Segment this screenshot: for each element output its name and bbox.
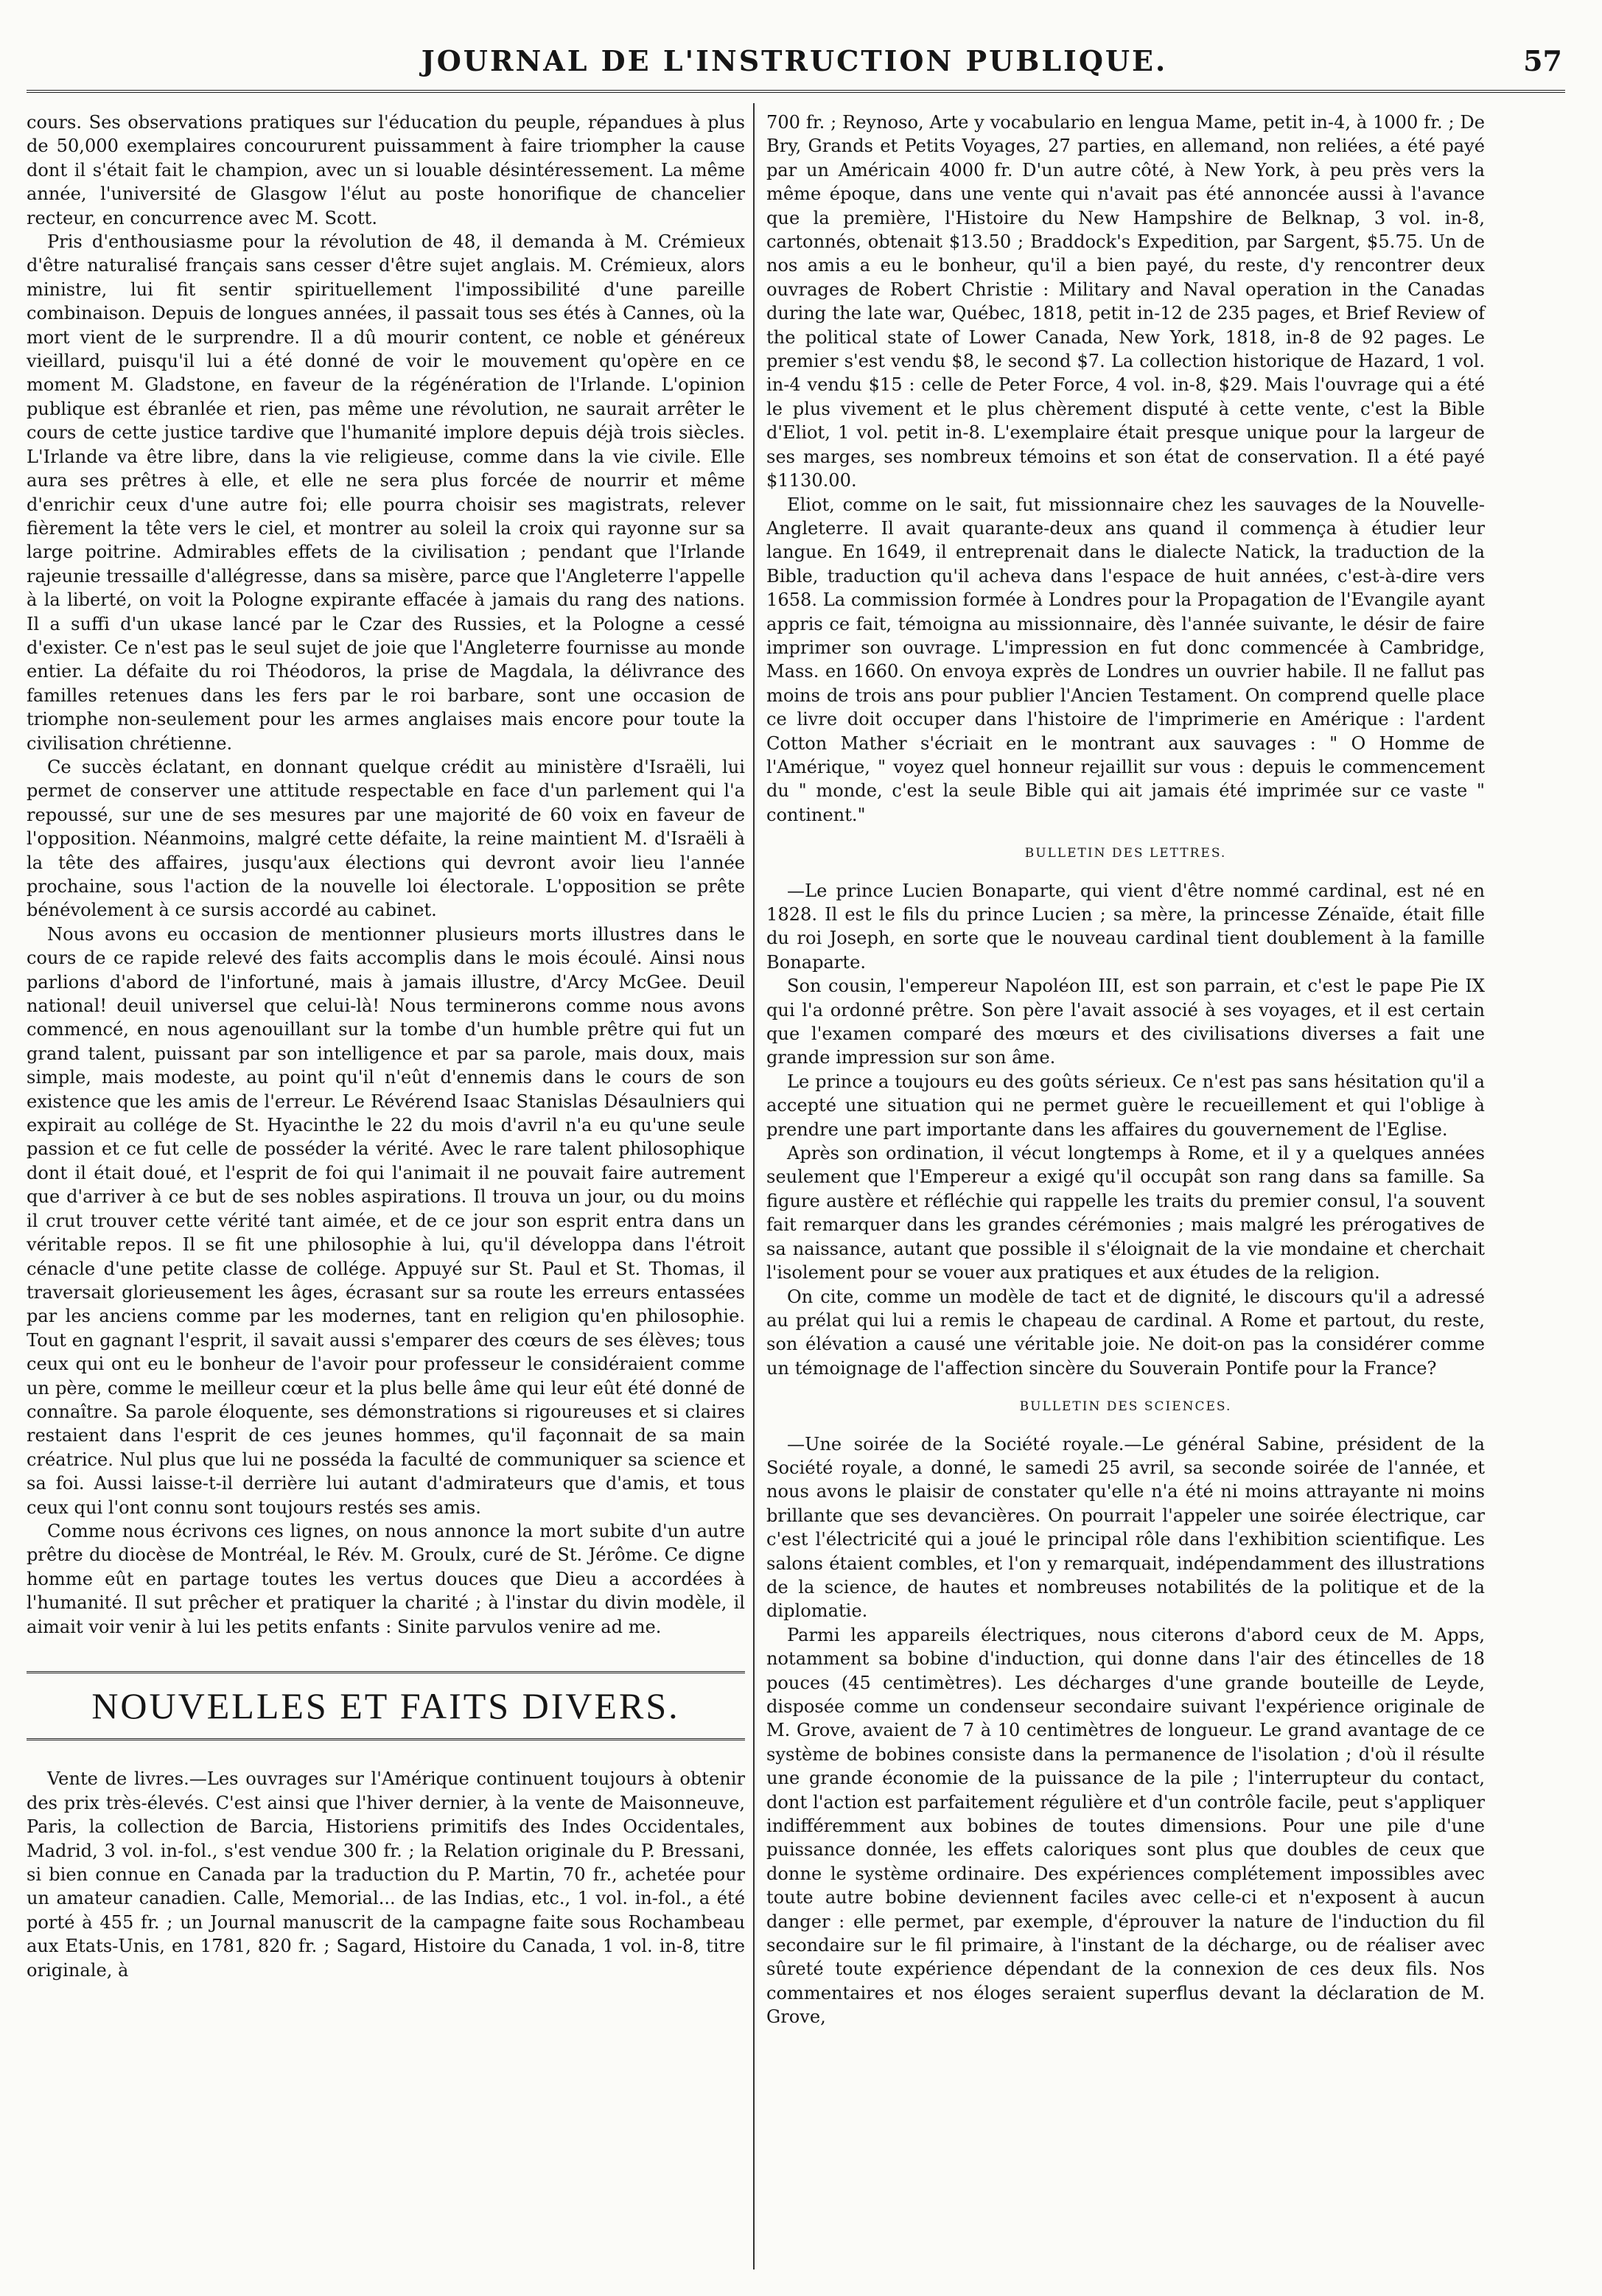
paragraph: Nous avons eu occasion de mentionner plusieurs morts illustres dans le cours de ce rapide relevé des faits accomplis dans le mois écoulé. Ainsi nous parlions d'abord de l'infortuné, mais à jamais illustre, d'Arcy McGee. Deuil national! deuil universel que celui-là! Nous terminerons comme nous avons commencé, en nous agenouillant sur la tombe d'un humble prêtre qui fut un grand talent, puissant par son intelligence et par sa parole, mais doux, mais simple, mais modeste, au point qu'il n'eût d'ennemis dans le cours de son existence que les amis de l'erreur. Le Révérend Isaac Stanislas Désaulniers qui expirait au collége de St. Hyacinthe le 22 du mois d'avril n'a eu qu'une seule passion et ce fut celle de posséder la vérité. Avec le rare talent philosophique dont il était doué, et l'esprit de foi qui l'animait il ne pouvait faire autrement que d'arriver à ce but de ses nobles aspirations. Il trouva un jour, ou du moins il crut trouver cette vérité tant aimée, et de ce jour son esprit entra dans un véritable repos. Il se fit une philosophie à lui, qu'il développa dans l'étroit cénacle d'une petite classe de collége. Appuyé sur St. Paul et St. Thomas, il traversait glorieusement les âges, écrasant sur sa route les erreurs entassées par les anciens comme par les modernes, tant en religion qu'en philosophie. Tout en gagnant l'esprit, il savait aussi s'emparer des cœurs de ses élèves; tous ceux qui ont eu le bonheur de l'avoir pour professeur le considéraient comme un père, comme le meilleur cœur et la plus belle âme qui leur eût été donné de connaître. Sa parole éloquente, ses démonstrations si rigoureuses et si claires restaient dans l'esprit de ces jeunes hommes, qu'il façonnait de sa main créatrice. Nul plus que lui ne posséda la faculté de communiquer sa science et sa foi. Aussi laisse-t-il derrière lui autant d'admirateurs que d'amis, et tous ceux qui l'ont connu sont toujours restés ses amis. xyxy=(27,923,745,1518)
paragraph: Comme nous écrivons ces lignes, on nous annonce la mort subite d'un autre prêtre du diocèse de Montréal, le Rév. M. Groulx, curé de St. Jérôme. Ce digne homme eût en partage toutes les vertus douces que Dieu a accordées à l'humanité. Il sut prêcher et pratiquer la charité ; à l'instar du divin modèle, il aimait voir venir à lui les petits enfants : Sinite parvulos venire ad me. xyxy=(27,1520,745,1637)
paragraph: Ce succès éclatant, en donnant quelque crédit au ministère d'Israëli, lui permet de conserver une attitude respectable en face d'un parlement qui l'a repoussé, sur une de ses mesures par une majorité de 60 voix en faveur de l'opposition. Néanmoins, malgré cette défaite, la reine maintient M. d'Israëli à la tête des affaires, jusqu'aux élections qui devront avoir lieu l'année prochaine, sous l'action de la nouvelle loi électorale. L'opposition se prête bénévolement à ce sursis accordé au cabinet. xyxy=(27,756,745,921)
page-number: 57 xyxy=(1523,44,1562,77)
paragraph: Le prince a toujours eu des goûts sérieux. Ce n'est pas sans hésitation qu'il a accepté une situation qui ne permet guère le recueillement et qui l'oblige à prendre une part importante dans les affaires du gouvernement de l'Eglise. xyxy=(766,1071,1485,1140)
page-header xyxy=(27,43,1562,87)
paragraph: Vente de livres.—Les ouvrages sur l'Amérique continuent toujours à obtenir des prix très-élevés. C'est ainsi que l'hiver dernier, à la vente de Maisonneuve, Paris, la collection de Barcia, Historiens primitifs des Indes Occidentales, Madrid, 3 vol. in-fol., s'est vendue 300 fr. ; la Relation originale du P. Bressani, si bien connue en Canada par la traduction du P. Martin, 70 fr., achetée pour un amateur canadien. Calle, Memorial... de las Indias, etc., 1 vol. in-fol., a été porté à 455 fr. ; un Journal manuscrit de la campagne faite sous Rochambeau aux Etats-Unis, en 1781, 820 fr. ; Sagard, Histoire du Canada, 1 vol. in-8, titre originale, à xyxy=(27,1768,745,1981)
section-rule xyxy=(27,1738,745,1740)
section-rule xyxy=(27,1671,745,1676)
paragraph: Son cousin, l'empereur Napoléon III, est son parrain, et c'est le pape Pie IX qui l'a ordonné prêtre. Son père l'avait associé à ses voyages, et il est certain que l'examen comparé des mœurs et des civilisations diverses a fait une grande impression sur son âme. xyxy=(766,976,1485,1068)
paragraph: —Une soirée de la Société royale.—Le général Sabine, président de la Société royale, a donné, le samedi 25 avril, sa seconde soirée de l'année, et nous avons le plaisir de constater qu'elle n'a été ni moins attrayante ni moins brillante que ses devancières. On pourrait l'appeler une soirée électrique, car c'est l'électricité qui a joué le principal rôle dans l'exhibition scientifique. Les salons étaient combles, et l'on y remarquait, indépendamment des illustrations de la science, de hautes et nombreuses notabilités de la politique et de la diplomatie. xyxy=(766,1433,1485,1622)
header-rule xyxy=(27,90,1565,93)
paragraph: Pris d'enthousiasme pour la révolution de 48, il demanda à M. Crémieux d'être naturalisé français sans cesser d'être sujet anglais. M. Crémieux, alors ministre, lui fit sentir spirituellement l'impossibilité d'une pareille combinaison. Depuis de longues années, il passait tous ses étés à Cannes, où la mort vient de le surprendre. Il a dû mourir content, ce noble et généreux vieillard, puisqu'il lui a été donné de voir le mouvement qu'opère en ce moment M. Gladstone, en faveur de la régénération de l'Irlande. L'opinion publique est ébranlée et rien, pas même une révolution, ne saurait arrêter le cours de cette justice tardive que l'humanité implore depuis déjà trois siècles. L'Irlande va être libre, dans la vie religieuse, comme dans la vie civile. Elle aura ses prêtres à elle, et elle ne sera plus forcée de nourrir et même d'enrichir ceux d'une autre foi; elle pourra choisir ses magistrats, relever fièrement la tête vers le ciel, et montrer au soleil la croix qui rayonne sur sa large poitrine. Admirables effets de la civilisation ; pendant que l'Irlande rajeunie tressaille d'allégresse, dans sa misère, parce que l'Angleterre l'appelle à la liberté, on voit la Pologne expirante effacée à jamais du rang des nations. Il a suffi d'un ukase lancé par le Czar des Russies, et la Pologne a cessé d'exister. Ce n'est pas le seul sujet de joie que l'Angleterre fournisse au monde entier. La défaite du roi Théodoros, la prise de Magdala, la délivrance des familles retenues dans les fers par le roi barbare, sont une occasion de triomphe non-seulement pour les armes anglaises mais encore pour toute la civilisation chrétienne. xyxy=(27,231,745,754)
bulletin-heading: BULLETIN DES SCIENCES. xyxy=(1019,1399,1232,1415)
paragraph: Parmi les appareils électriques, nous citerons d'abord ceux de M. Apps, notamment sa bobine d'induction, qui donne dans l'air des étincelles de 18 pouces (45 centimètres). Les décharges d'une grande bouteille de Leyde, disposée comme un condenseur secondaire suivant l'expérience originale de M. Grove, avaient de 7 à 10 centimètres de longueur. Le grand avantage de ce système de bobines consiste dans la permanence de l'isolation ; d'où il résulte une grande économie de la puissance de la pile ; l'interrupteur du contact, dont l'action est parfaitement régulière et d'un contrôle facile, peut s'appliquer indifféremment aux bobines de toutes dimensions. Pour une pile d'une puissance donnée, les effets caloriques sont plus que doubles de ceux que donne le système ordinaire. Des expériences complétement impossibles avec toute autre bobine deviennent faciles avec celle-ci et n'exposent à aucun danger : elle permet, par exemple, d'éprouver la nature de l'induction du fil secondaire sur le fil primaire, à l'instant de la décharge, ou de réaliser avec sûreté toute expérience dépendant de la connexion de ces deux fils. Nos commentaires et nos éloges seraient superflus devant la déclaration de M. Grove, xyxy=(766,1624,1485,2028)
column-divider xyxy=(753,103,755,2269)
right-column xyxy=(766,111,1485,2029)
journal-title: JOURNAL DE L'INSTRUCTION PUBLIQUE. xyxy=(421,44,1168,77)
left-column xyxy=(27,111,745,1982)
paragraph: —Le prince Lucien Bonaparte, qui vient d'être nommé cardinal, est né en 1828. Il est le fils du prince Lucien ; sa mère, la princesse Zénaïde, était fille du roi Joseph, en sorte que le nouveau cardinal tient doublement à la famille Bonaparte. xyxy=(766,880,1485,973)
paragraph: 700 fr. ; Reynoso, Arte y vocabulario en lengua Mame, petit in-4, à 1000 fr. ; De Bry, Grands et Petits Voyages, 27 parties, en allemand, non reliées, a été payé par un Américain 4000 fr. D'un autre côté, à New York, à peu près vers la même époque, dans une vente qui n'avait pas été annoncée aussi à l'avance que la première, l'Histoire du New Hampshire de Belknap, 3 vol. in-8, cartonnés, obtenait $13.50 ; Braddock's Expedition, par Sargent, $5.75. Un de nos amis a eu le bonheur, qu'il a bien payé, du reste, d'y rencontrer deux ouvrages de Robert Christie : Military and Naval operation in the Canadas during the late war, Québec, 1818, petit in-12 de 235 pages, et Brief Review of the political state of Lower Canada, New York, 1818, in-8 de 92 pages. Le premier s'est vendu $8, le second $7. La collection historique de Hazard, 1 vol. in-4 vendu $15 : celle de Peter Force, 4 vol. in-8, $29. Mais l'ouvrage qui a été le plus vivement et le plus chèrement disputé à cette vente, c'est la Bible d'Eliot, 1 vol. petit in-8. L'exemplaire était presque unique pour la largeur de ses marges, ses nombreux témoins et son état de conservation. Il a été payé $1130.00. xyxy=(766,112,1485,491)
paragraph: On cite, comme un modèle de tact et de dignité, le discours qu'il a adressé au prélat qui lui a remis le chapeau de cardinal. A Rome et partout, du reste, son élévation a causé une véritable joie. Ne doit-on pas la considérer comme un témoignage de l'affection sincère du Souverain Pontife pour la France? xyxy=(766,1286,1485,1379)
paragraph: cours. Ses observations pratiques sur l'éducation du peuple, répandues à plus de 50,000 exemplaires concoururent puissamment à faire triompher la cause dont il s'était fait le champion, avec un si louable désintéressement. La même année, l'université de Glasgow l'élut au poste honorifique de chancelier recteur, en concurrence avec M. Scott. xyxy=(27,112,745,228)
paragraph: Après son ordination, il vécut longtemps à Rome, et il y a quelques années seulement que l'Empereur a exigé qu'il occupât son rang dans sa famille. Sa figure austère et réfléchie qui rappelle les traits du premier consul, l'a souvent fait remarquer dans les grandes cérémonies ; mais malgré les prérogatives de sa naissance, autant que possible il s'éloignait de la vie mondaine et cherchait l'isolement pour se vouer aux pratiques et aux études de la religion. xyxy=(766,1143,1485,1284)
section-title: NOUVELLES ET FAITS DIVERS. xyxy=(91,1685,680,1726)
bulletin-heading: BULLETIN DES LETTRES. xyxy=(1024,846,1227,861)
paragraph: Eliot, comme on le sait, fut missionnaire chez les sauvages de la Nouvelle-Angleterre. Il avait quarante-deux ans quand il commença à étudier leur langue. En 1649, il entreprenait dans le dialecte Natick, la traduction de la Bible, traduction qu'il acheva dans l'espace de huit années, c'est-à-dire vers 1658. La commission formée à Londres pour la Propagation de l'Evangile ayant appris ce fait, témoigna au missionnaire, dès l'année suivante, le désir de faire imprimer son ouvrage. L'impression en fut donc commencée à Cambridge, Mass. en 1660. On envoya exprès de Londres un ouvrier habile. Il ne fallut pas moins de trois ans pour publier l'Ancien Testament. On comprend quelle place ce livre doit occuper dans l'histoire de l'imprimerie en Amérique : l'ardent Cotton Mather s'écriait en le montrant aux sauvages : " O Homme de l'Amérique, " voyez quel honneur rejaillit sur vous : depuis le commencement du " monde, c'est la seule Bible qui ait jamais été imprimée sur ce vaste " continent." xyxy=(766,494,1485,825)
